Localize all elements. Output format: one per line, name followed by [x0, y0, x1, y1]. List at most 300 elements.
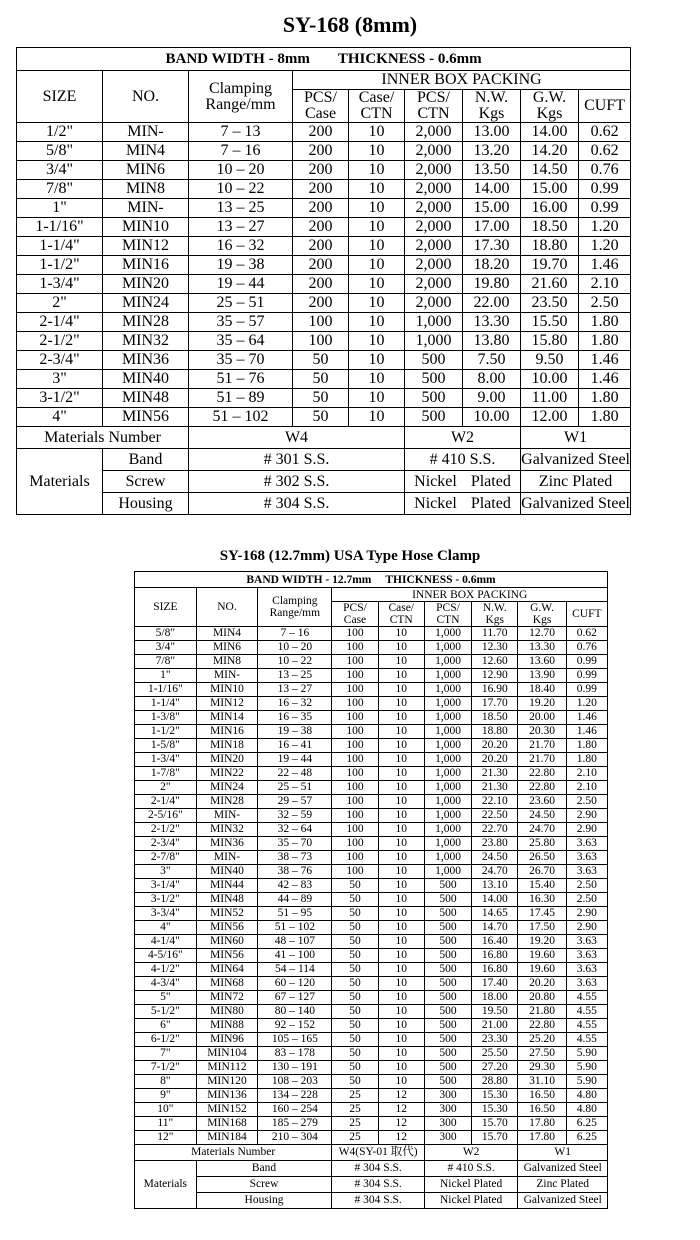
cell-clamping-range: 51 – 89: [189, 389, 293, 408]
cell-case-ctn: 10: [378, 1019, 424, 1033]
cell-no: MIN16: [103, 256, 189, 275]
cell-case-ctn: 10: [378, 795, 424, 809]
header-cuft: CUFT: [579, 90, 631, 123]
cell-nw: 15.70: [472, 1131, 518, 1145]
cell-gw: 12.00: [521, 408, 579, 427]
cell-case-ctn: 10: [378, 921, 424, 935]
screw-w2: Nickel Plated: [424, 1177, 518, 1193]
cell-nw: 20.20: [472, 753, 518, 767]
cell-pcs-case: 100: [332, 655, 378, 669]
cell-gw: 18.50: [521, 218, 579, 237]
cell-cuft: 3.63: [566, 977, 607, 991]
table-row: [135, 809, 608, 823]
cell-pcs-ctn: 500: [424, 977, 471, 991]
cell-no: MIN56: [196, 949, 258, 963]
table-row: [135, 1047, 608, 1061]
table2-body: [135, 627, 608, 1145]
cell-gw: 17.50: [518, 921, 566, 935]
cell-cuft: 1.46: [579, 351, 631, 370]
cell-cuft: 2.90: [566, 823, 607, 837]
table1: [16, 47, 685, 515]
cell-case-ctn: 10: [378, 949, 424, 963]
table-row: [135, 893, 608, 907]
table-row: [135, 739, 608, 753]
table2-title: SY-168 (12.7mm) USA Type Hose Clamp: [219, 548, 481, 564]
cell-case-ctn: 10: [349, 123, 405, 142]
cell-pcs-ctn: 500: [424, 1019, 471, 1033]
table-row: [135, 641, 608, 655]
cell-gw: 25.80: [518, 837, 566, 851]
cell-size: 1-1/16": [135, 683, 197, 697]
header-inner-box: INNER BOX PACKING: [293, 71, 631, 90]
cell-case-ctn: 10: [378, 627, 424, 641]
cell-pcs-ctn: 2,000: [405, 294, 463, 313]
cell-case-ctn: 10: [349, 332, 405, 351]
cell-cuft: 5.90: [566, 1047, 607, 1061]
cell-pcs-ctn: 500: [424, 1033, 471, 1047]
cell-clamping-range: 19 – 38: [258, 725, 332, 739]
cell-pcs-case: 100: [332, 767, 378, 781]
cell-gw: 21.80: [518, 1005, 566, 1019]
cell-clamping-range: 7 – 13: [189, 123, 293, 142]
cell-size: 2-3/4": [17, 351, 103, 370]
cell-pcs-case: 50: [332, 921, 378, 935]
cell-no: MIN14: [196, 711, 258, 725]
cell-cuft: 1.20: [579, 237, 631, 256]
cell-clamping-range: 130 – 191: [258, 1061, 332, 1075]
cell-pcs-ctn: 500: [424, 963, 471, 977]
cell-gw: 29.30: [518, 1061, 566, 1075]
table-row: [135, 949, 608, 963]
cell-clamping-range: 51 – 102: [189, 408, 293, 427]
cell-gw: 14.20: [521, 142, 579, 161]
cell-size: 8": [135, 1075, 197, 1089]
cell-case-ctn: 12: [378, 1089, 424, 1103]
cell-cuft: 4.55: [566, 1019, 607, 1033]
cell-pcs-ctn: 1,000: [424, 655, 471, 669]
cell-size: 4": [135, 921, 197, 935]
cell-no: MIN60: [196, 935, 258, 949]
w4-header: W4: [189, 427, 405, 449]
cell-clamping-range: 67 – 127: [258, 991, 332, 1005]
cell-cuft: 1.80: [566, 753, 607, 767]
header-size: SIZE: [135, 588, 197, 627]
header-clamping: Clamping Range/mm: [258, 588, 332, 627]
cell-case-ctn: 10: [349, 199, 405, 218]
cell-pcs-ctn: 1,000: [405, 332, 463, 351]
table-row: [135, 697, 608, 711]
cell-nw: 13.20: [463, 142, 521, 161]
band-w4: # 301 S.S.: [189, 449, 405, 471]
cell-no: MIN22: [196, 767, 258, 781]
cell-cuft: 4.55: [566, 1005, 607, 1019]
cell-case-ctn: 10: [349, 294, 405, 313]
cell-pcs-case: 100: [332, 627, 378, 641]
table1-bandwidth: BAND WIDTH - 8mm THICKNESS - 0.6mm: [17, 48, 631, 71]
cell-gw: 19.60: [518, 963, 566, 977]
cell-clamping-range: 108 – 203: [258, 1075, 332, 1089]
cell-nw: 17.00: [463, 218, 521, 237]
cell-no: MIN56: [103, 408, 189, 427]
cell-pcs-case: 200: [293, 294, 349, 313]
cell-size: 4-1/2": [135, 963, 197, 977]
cell-clamping-range: 7 – 16: [258, 627, 332, 641]
cell-pcs-case: 50: [332, 1033, 378, 1047]
cell-cuft: 3.63: [566, 963, 607, 977]
table-row: [17, 142, 685, 161]
cell-cuft: 6.25: [566, 1117, 607, 1131]
cell-size: 3-1/4": [135, 879, 197, 893]
band-label: Band: [103, 449, 189, 471]
cell-nw: 15.70: [472, 1117, 518, 1131]
cell-no: MIN6: [103, 161, 189, 180]
cell-nw: 13.30: [463, 313, 521, 332]
header-pcs-ctn: PCS/ CTN: [424, 602, 471, 627]
cell-pcs-case: 100: [332, 795, 378, 809]
cell-case-ctn: 10: [378, 641, 424, 655]
cell-pcs-ctn: 1,000: [424, 683, 471, 697]
cell-gw: 19.20: [518, 935, 566, 949]
cell-no: MIN12: [103, 237, 189, 256]
cell-clamping-range: 83 – 178: [258, 1047, 332, 1061]
table-row: [135, 767, 608, 781]
cell-no: MIN24: [196, 781, 258, 795]
cell-nw: 21.30: [472, 781, 518, 795]
cell-gw: 19.20: [518, 697, 566, 711]
materials-label: Materials: [17, 449, 103, 515]
cell-pcs-case: 50: [293, 389, 349, 408]
cell-nw: 23.30: [472, 1033, 518, 1047]
cell-size: 1-1/4": [135, 697, 197, 711]
cell-cuft: 2.50: [566, 795, 607, 809]
cell-pcs-ctn: 1,000: [424, 669, 471, 683]
cell-size: 4": [17, 408, 103, 427]
cell-no: MIN48: [196, 893, 258, 907]
cell-size: 1-3/4": [135, 753, 197, 767]
cell-size: 1": [17, 199, 103, 218]
cell-size: 3/4": [135, 641, 197, 655]
band-w2: # 410 S.S.: [405, 449, 521, 471]
table1-body: [17, 123, 685, 427]
cell-nw: 15.00: [463, 199, 521, 218]
cell-case-ctn: 10: [378, 977, 424, 991]
screw-label: Screw: [103, 471, 189, 493]
cell-case-ctn: 10: [349, 408, 405, 427]
cell-pcs-ctn: 1,000: [424, 781, 471, 795]
w2-header: W2: [424, 1145, 518, 1161]
cell-cuft: 0.76: [566, 641, 607, 655]
cell-no: MIN32: [103, 332, 189, 351]
cell-pcs-case: 200: [293, 237, 349, 256]
cell-clamping-range: 51 – 76: [189, 370, 293, 389]
cell-case-ctn: 10: [378, 935, 424, 949]
cell-gw: 24.70: [518, 823, 566, 837]
table-row: [135, 851, 608, 865]
cell-pcs-case: 25: [332, 1089, 378, 1103]
cell-cuft: 3.63: [566, 837, 607, 851]
cell-size: 2-1/2": [135, 823, 197, 837]
cell-case-ctn: 10: [378, 697, 424, 711]
cell-pcs-case: 100: [332, 739, 378, 753]
cell-size: 3-3/4": [135, 907, 197, 921]
cell-case-ctn: 10: [378, 851, 424, 865]
cell-gw: 15.80: [521, 332, 579, 351]
cell-nw: 14.70: [472, 921, 518, 935]
cell-nw: 20.20: [472, 739, 518, 753]
cell-pcs-case: 100: [332, 669, 378, 683]
cell-clamping-range: 13 – 27: [258, 683, 332, 697]
cell-gw: 19.60: [518, 949, 566, 963]
cell-case-ctn: 10: [349, 237, 405, 256]
cell-gw: 11.00: [521, 389, 579, 408]
cell-size: 3-1/2": [135, 893, 197, 907]
cell-clamping-range: 41 – 100: [258, 949, 332, 963]
table-row: [17, 294, 685, 313]
cell-gw: 15.00: [521, 180, 579, 199]
cell-case-ctn: 10: [378, 767, 424, 781]
cell-clamping-range: 10 – 20: [258, 641, 332, 655]
cell-pcs-case: 50: [332, 949, 378, 963]
cell-size: 2-1/2": [17, 332, 103, 351]
header-nw: N.W. Kgs: [472, 602, 518, 627]
cell-pcs-case: 50: [332, 907, 378, 921]
cell-size: 5": [135, 991, 197, 1005]
table-row: [135, 935, 608, 949]
cell-no: MIN52: [196, 907, 258, 921]
cell-no: MIN12: [196, 697, 258, 711]
cell-gw: 20.00: [518, 711, 566, 725]
table-row: [135, 683, 608, 697]
housing-label: Housing: [103, 493, 189, 515]
table2-bandwidth: BAND WIDTH - 12.7mm THICKNESS - 0.6mm: [135, 572, 608, 588]
table-row: [17, 351, 685, 370]
cell-pcs-ctn: 1,000: [424, 725, 471, 739]
cell-pcs-ctn: 1,000: [424, 697, 471, 711]
cell-case-ctn: 12: [378, 1103, 424, 1117]
w2-header: W2: [405, 427, 521, 449]
cell-cuft: 2.50: [579, 294, 631, 313]
cell-case-ctn: 10: [349, 142, 405, 161]
cell-pcs-ctn: 1,000: [424, 851, 471, 865]
cell-cuft: 4.55: [566, 991, 607, 1005]
cell-case-ctn: 10: [378, 907, 424, 921]
table-row: [17, 370, 685, 389]
table-row: [17, 332, 685, 351]
cell-no: MIN104: [196, 1047, 258, 1061]
cell-case-ctn: 10: [378, 809, 424, 823]
cell-no: MIN44: [196, 879, 258, 893]
cell-clamping-range: 13 – 25: [189, 199, 293, 218]
cell-pcs-case: 100: [332, 851, 378, 865]
cell-pcs-ctn: 2,000: [405, 199, 463, 218]
cell-cuft: 3.63: [566, 865, 607, 879]
cell-pcs-case: 100: [332, 697, 378, 711]
table-row: [135, 977, 608, 991]
cell-pcs-case: 25: [332, 1103, 378, 1117]
table-row: [135, 921, 608, 935]
cell-cuft: 1.80: [579, 408, 631, 427]
cell-cuft: 1.46: [566, 711, 607, 725]
cell-size: 1-1/2": [17, 256, 103, 275]
cell-pcs-case: 50: [332, 1061, 378, 1075]
cell-pcs-case: 200: [293, 275, 349, 294]
cell-cuft: 2.90: [566, 907, 607, 921]
cell-case-ctn: 10: [349, 256, 405, 275]
cell-nw: 16.80: [472, 949, 518, 963]
header-pcs-ctn: PCS/ CTN: [405, 90, 463, 123]
cell-no: MIN-: [196, 669, 258, 683]
cell-gw: 27.50: [518, 1047, 566, 1061]
cell-pcs-case: 50: [293, 370, 349, 389]
cell-pcs-ctn: 300: [424, 1131, 471, 1145]
cell-cuft: 0.99: [566, 655, 607, 669]
cell-size: 1-1/2": [135, 725, 197, 739]
cell-nw: 24.50: [472, 851, 518, 865]
cell-clamping-range: 38 – 76: [258, 865, 332, 879]
cell-no: MIN184: [196, 1131, 258, 1145]
cell-nw: 18.80: [472, 725, 518, 739]
cell-cuft: 2.50: [566, 893, 607, 907]
table-row: [135, 1061, 608, 1075]
cell-gw: 23.50: [521, 294, 579, 313]
cell-clamping-range: 42 – 83: [258, 879, 332, 893]
header-pcs-case: PCS/ Case: [332, 602, 378, 627]
cell-cuft: 3.63: [566, 949, 607, 963]
cell-gw: 21.70: [518, 753, 566, 767]
cell-case-ctn: 10: [378, 879, 424, 893]
cell-size: 2-7/8": [135, 851, 197, 865]
cell-size: 1-7/8": [135, 767, 197, 781]
cell-pcs-case: 200: [293, 199, 349, 218]
cell-pcs-ctn: 1,000: [424, 767, 471, 781]
cell-gw: 17.80: [518, 1117, 566, 1131]
cell-gw: 16.30: [518, 893, 566, 907]
cell-nw: 16.40: [472, 935, 518, 949]
materials-label: Materials: [135, 1161, 197, 1209]
cell-size: 3-1/2": [17, 389, 103, 408]
cell-no: MIN40: [196, 865, 258, 879]
cell-gw: 26.70: [518, 865, 566, 879]
table-row: [135, 1075, 608, 1089]
cell-pcs-case: 25: [332, 1117, 378, 1131]
cell-nw: 12.30: [472, 641, 518, 655]
cell-cuft: 2.90: [566, 921, 607, 935]
table-row: [17, 275, 685, 294]
table-row: [135, 711, 608, 725]
cell-cuft: 1.80: [566, 739, 607, 753]
cell-pcs-case: 100: [332, 725, 378, 739]
cell-pcs-ctn: 2,000: [405, 142, 463, 161]
cell-gw: 21.70: [518, 739, 566, 753]
cell-clamping-range: 22 – 48: [258, 767, 332, 781]
cell-size: 4-3/4": [135, 977, 197, 991]
screw-label: Screw: [196, 1177, 332, 1193]
cell-cuft: 3.63: [566, 851, 607, 865]
cell-case-ctn: 10: [349, 161, 405, 180]
cell-pcs-ctn: 2,000: [405, 256, 463, 275]
cell-nw: 22.70: [472, 823, 518, 837]
cell-gw: 16.50: [518, 1103, 566, 1117]
cell-pcs-ctn: 1,000: [405, 313, 463, 332]
cell-pcs-ctn: 500: [424, 949, 471, 963]
header-case-ctn: Case/ CTN: [349, 90, 405, 123]
cell-pcs-ctn: 1,000: [424, 711, 471, 725]
cell-cuft: 1.80: [579, 313, 631, 332]
cell-size: 4-1/4": [135, 935, 197, 949]
cell-nw: 11.70: [472, 627, 518, 641]
table-row: [135, 1117, 608, 1131]
cell-cuft: 1.46: [579, 370, 631, 389]
cell-size: 7/8": [17, 180, 103, 199]
cell-gw: 15.50: [521, 313, 579, 332]
cell-pcs-ctn: 300: [424, 1117, 471, 1131]
cell-case-ctn: 10: [378, 1061, 424, 1075]
cell-size: 1-1/16": [17, 218, 103, 237]
cell-clamping-range: 160 – 254: [258, 1103, 332, 1117]
cell-nw: 17.70: [472, 697, 518, 711]
cell-cuft: 6.25: [566, 1131, 607, 1145]
cell-no: MIN16: [196, 725, 258, 739]
cell-no: MIN28: [196, 795, 258, 809]
table-row: [135, 753, 608, 767]
cell-pcs-ctn: 1,000: [424, 795, 471, 809]
cell-clamping-range: 16 – 32: [189, 237, 293, 256]
cell-nw: 7.50: [463, 351, 521, 370]
cell-size: 1": [135, 669, 197, 683]
cell-nw: 28.80: [472, 1075, 518, 1089]
table1-bandwidth-row: [17, 48, 685, 71]
cell-case-ctn: 10: [378, 991, 424, 1005]
cell-nw: 25.50: [472, 1047, 518, 1061]
cell-clamping-range: 16 – 41: [258, 739, 332, 753]
cell-pcs-ctn: 500: [424, 1061, 471, 1075]
band-w4: # 304 S.S.: [332, 1161, 425, 1177]
screw-w4: # 304 S.S.: [332, 1177, 425, 1193]
table-row: [135, 1089, 608, 1103]
cell-pcs-ctn: 300: [424, 1103, 471, 1117]
cell-clamping-range: 13 – 25: [258, 669, 332, 683]
table-row: [135, 823, 608, 837]
cell-pcs-ctn: 500: [405, 370, 463, 389]
cell-gw: 22.80: [518, 1019, 566, 1033]
housing-w4: # 304 S.S.: [332, 1193, 425, 1209]
cell-gw: 19.70: [521, 256, 579, 275]
cell-case-ctn: 12: [378, 1117, 424, 1131]
cell-no: MIN32: [196, 823, 258, 837]
housing-w1: Galvanized Steel: [518, 1193, 608, 1209]
cell-nw: 13.50: [463, 161, 521, 180]
cell-no: MIN4: [196, 627, 258, 641]
cell-cuft: 1.80: [579, 332, 631, 351]
cell-case-ctn: 10: [378, 669, 424, 683]
cell-nw: 13.80: [463, 332, 521, 351]
cell-clamping-range: 32 – 64: [258, 823, 332, 837]
cell-pcs-ctn: 500: [424, 893, 471, 907]
cell-case-ctn: 10: [349, 370, 405, 389]
materials-number-label: Materials Number: [17, 427, 189, 449]
cell-case-ctn: 10: [378, 823, 424, 837]
cell-size: 1-5/8": [135, 739, 197, 753]
cell-clamping-range: 105 – 165: [258, 1033, 332, 1047]
cell-clamping-range: 25 – 51: [258, 781, 332, 795]
cell-pcs-ctn: 2,000: [405, 237, 463, 256]
header-no: NO.: [103, 71, 189, 123]
cell-cuft: 4.80: [566, 1103, 607, 1117]
cell-pcs-case: 50: [332, 963, 378, 977]
header-clamping: Clamping Range/mm: [189, 71, 293, 123]
table-row: [135, 907, 608, 921]
materials-number-label: Materials Number: [135, 1145, 332, 1161]
